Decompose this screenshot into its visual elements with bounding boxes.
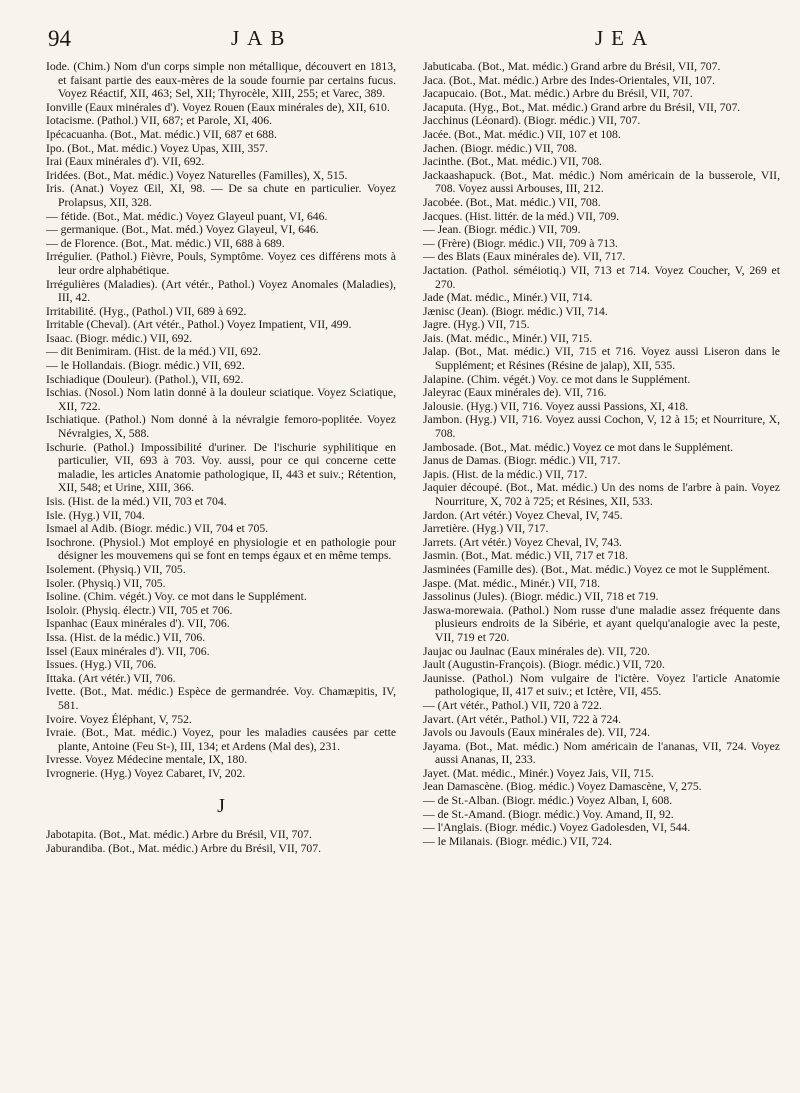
index-entry: Irrégulier. (Pathol.) Fièvre, Pouls, Symptôme. Voyez ces différens mots à leur ordre alphabétique. — [46, 250, 396, 277]
index-entry: Jarrets. (Art vétér.) Voyez Cheval, IV, 743. — [423, 535, 622, 549]
index-entry: Ivresse. Voyez Médecine mentale, IX, 180. — [46, 753, 248, 767]
index-entry: Jarretière. (Hyg.) VII, 717. — [423, 522, 549, 536]
index-entry: Ivoire. Voyez Éléphant, V, 752. — [46, 712, 192, 726]
index-entry: Janus de Damas. (Biogr. médic.) VII, 717. — [423, 454, 621, 468]
index-entry: Isle. (Hyg.) VII, 704. — [46, 508, 145, 522]
index-entry: Jacchinus (Léonard). (Biogr. médic.) VII, 707. — [423, 114, 641, 128]
index-entry: Jaquier découpé. (Bot., Mat. médic.) Un des noms de l'arbre à pain. Voyez Nourriture, X, 702 à 725; et Résines, XII, 533. — [423, 481, 780, 508]
index-entry: Jaca. (Bot., Mat. médic.) Arbre des Indes-Orientales, VII, 107. — [423, 73, 715, 87]
index-entry: Jachen. (Biogr. médic.) VII, 708. — [423, 141, 577, 155]
index-entry: Jacée. (Bot., Mat. médic.) VII, 107 et 108. — [423, 127, 621, 141]
index-entry: Isaac. (Biogr. médic.) VII, 692. — [46, 331, 193, 345]
page-number: 94 — [48, 26, 71, 51]
index-entry: Iris. (Anat.) Voyez Œil, XI, 98. — De sa chute en particulier. Voyez Prolapsus, XII, 328. — [46, 182, 396, 209]
index-entry: Ismael al Adib. (Biogr. médic.) VII, 704 et 705. — [46, 522, 269, 536]
index-entry: Jænisc (Jean). (Biogr. médic.) VII, 714. — [423, 304, 608, 318]
index-entry: Jassolinus (Jules). (Biogr. médic.) VII, 718 et 719. — [423, 590, 659, 604]
index-entry: Jaburandiba. (Bot., Mat. médic.) Arbre du Brésil, VII, 707. — [46, 842, 322, 856]
index-entry: — de St.-Alban. (Biogr. médic.) Voyez Alban, I, 608. — [423, 794, 673, 808]
index-entry: Isoler. (Physiq.) VII, 705. — [46, 576, 166, 590]
left-j-entries — [46, 828, 396, 855]
index-entry: Jardon. (Art vétér.) Voyez Cheval, IV, 745. — [423, 508, 623, 522]
index-entry: Irrégulières (Maladies). (Art vétér., Pathol.) Voyez Anomales (Maladies), III, 42. — [46, 277, 396, 305]
right-entries — [423, 60, 780, 848]
index-entry: Ittaka. (Art vétér.) VII, 706. — [46, 671, 176, 685]
index-entry: Ivraie. (Bot., Mat. médic.) Voyez, pour les maladies causées par cette plante, Antoine (Feu St-), III, 134; et Ardens (Mal des), 231. — [46, 726, 396, 753]
index-entry: Jabuticaba. (Bot., Mat. médic.) Grand arbre du Brésil, VII, 707. — [423, 60, 721, 73]
index-entry: Ivrognerie. (Hyg.) Voyez Cabaret, IV, 202. — [46, 766, 246, 780]
index-entry: Javols ou Javouls (Eaux minérales de). VII, 724. — [423, 726, 650, 740]
index-entry: Jais. (Mat. médic., Minér.) VII, 715. — [423, 331, 593, 345]
index-entry: Jambon. (Hyg.) VII, 716. Voyez aussi Cochon, V, 12 à 15; et Nourriture, X, 708. — [423, 413, 780, 441]
index-entry: Jayama. (Bot., Mat. médic.) Nom américain de l'ananas, VII, 724. Voyez aussi Ananas, II, 233. — [423, 739, 780, 767]
index-entry: Ipécacuanha. (Bot., Mat. médic.) VII, 687 et 688. — [46, 127, 277, 141]
index-entry: — (Frère) (Biogr. médic.) VII, 709 à 713. — [423, 236, 618, 250]
index-entry: Isochrone. (Physiol.) Mot employé en physiologie et en pathologie pour désigner les mouvemens qui se font en temps égaux et en même temps. — [46, 535, 396, 563]
index-entry: — de St.-Amand. (Biogr. médic.) Voy. Amand, II, 92. — [423, 807, 674, 821]
index-entry: Isolement. (Physiq.) VII, 705. — [46, 562, 186, 576]
index-entry: Jacques. (Hist. littér. de la méd.) VII, 709. — [423, 209, 620, 223]
index-entry: Jaswa-morewaia. (Pathol.) Nom russe d'une maladie assez fréquente dans plusieurs endroits de la Sibérie, et ayant quelqu'analogie avec la peste, VII, 719 et 720. — [423, 603, 780, 644]
index-entry: — fétide. (Bot., Mat. médic.) Voyez Glayeul puant, VI, 646. — [46, 209, 328, 223]
page-header — [44, 26, 770, 58]
index-entry: Jacapucaio. (Bot., Mat. médic.) Arbre du Brésil, VII, 707. — [423, 87, 693, 101]
index-entry: Jean Damascène. (Biog. médic.) Voyez Damascène, V, 275. — [423, 780, 702, 794]
index-entry: Irai (Eaux minérales d'). VII, 692. — [46, 155, 205, 169]
index-entry: Irritabilité. (Hyg., (Pathol.) VII, 689 à 692. — [46, 304, 247, 318]
index-entry: — l'Anglais. (Biogr. médic.) Voyez Gadolesden, VI, 544. — [423, 821, 691, 835]
index-entry: Ionville (Eaux minérales d'). Voyez Rouen (Eaux minérales de), XII, 610. — [46, 100, 390, 114]
index-entry: Iode. (Chim.) Nom d'un corps simple non métallique, découvert en 1813, et faisant partie des eaux-mères de la soude fournie par certains fucus. Voyez Réactif, XII, 463; Sel, XII; Thyrocèle, XIII, 255; et Varec, 389. — [46, 60, 396, 101]
index-entry: Ischiatique. (Pathol.) Nom donné à la névralgie femoro-poplitée. Voyez Névralgies, X, 588. — [46, 413, 396, 441]
right-running-head: JEA — [595, 26, 656, 50]
index-entry: Ischias. (Nosol.) Nom latin donné à la douleur sciatique. Voyez Sciatique, XII, 722. — [46, 386, 396, 413]
index-entry: Jayet. (Mat. médic., Minér.) Voyez Jais, VII, 715. — [423, 766, 654, 780]
index-entry: Jacinthe. (Bot., Mat. médic.) VII, 708. — [423, 155, 602, 169]
index-entry: Jalap. (Bot., Mat. médic.) VII, 715 et 716. Voyez aussi Liseron dans le Supplément; et Résines (Résine de jalap), XII, 535. — [423, 345, 780, 373]
index-entry: Isoloir. (Physiq. électr.) VII, 705 et 706. — [46, 603, 233, 617]
index-entry: Iotacisme. (Pathol.) VII, 687; et Parole, XI, 406. — [46, 114, 273, 128]
left-running-head: JAB — [231, 26, 293, 50]
index-entry: — dit Benimiram. (Hist. de la méd.) VII, 692. — [46, 345, 261, 359]
index-entry: Irritable (Cheval). (Art vétér., Pathol.) Voyez Impatient, VII, 499. — [46, 318, 352, 332]
index-entry: Jactation. (Pathol. séméiotiq.) VII, 713 et 714. Voyez Coucher, V, 269 et 270. — [423, 263, 780, 291]
index-entry: Jaujac ou Jaulnac (Eaux minérales de). VII, 720. — [423, 644, 650, 658]
index-entry: Ispanhac (Eaux minérales d'). VII, 706. — [46, 617, 230, 631]
index-entry: Jalousie. (Hyg.) VII, 716. Voyez aussi Passions, XI, 418. — [423, 399, 689, 413]
index-entry: Jacaputa. (Hyg., Bot., Mat. médic.) Grand arbre du Brésil, VII, 707. — [423, 100, 741, 114]
index-entry: Javart. (Art vétér., Pathol.) VII, 722 à 724. — [423, 712, 622, 726]
index-entry: Issa. (Hist. de la médic.) VII, 706. — [46, 630, 206, 644]
index-entry: — Jean. (Biogr. médic.) VII, 709. — [423, 223, 581, 237]
index-entry: Ischiadique (Douleur). (Pathol.), VII, 692. — [46, 372, 244, 386]
index-entry: — germanique. (Bot., Mat. méd.) Voyez Glayeul, VI, 646. — [46, 223, 319, 237]
index-entry: Jault (Augustin-François). (Biogr. médic.) VII, 720. — [423, 658, 665, 672]
left-column — [46, 60, 396, 856]
index-entry: Ivette. (Bot., Mat. médic.) Espèce de germandrée. Voy. Chamæpitis, IV, 581. — [46, 685, 396, 712]
right-column — [423, 60, 780, 848]
index-entry: Jasmin. (Bot., Mat. médic.) VII, 717 et 718. — [423, 549, 628, 563]
index-entry: Ischurie. (Pathol.) Impossibilité d'uriner. De l'ischurie syphilitique en particulier, VII, 693 à 703. Voy. aussi, pour ce qui concerne cette maladie, les articles Anatomie pathologique, II, 443 et suiv.; Rétention, XII, 548; et Urine, XIII, 366. — [46, 440, 396, 495]
left-entries — [46, 60, 396, 780]
index-entry: Jacobée. (Bot., Mat. médic.) VII, 708. — [423, 195, 601, 209]
index-entry: Jabotapita. (Bot., Mat. médic.) Arbre du Brésil, VII, 707. — [46, 828, 312, 842]
index-entry: Jackaashapuck. (Bot., Mat. médic.) Nom américain de la busserole, VII, 708. Voyez aussi Arbouses, III, 212. — [423, 168, 780, 196]
index-entry: Ipo. (Bot., Mat. médic.) Voyez Upas, XIII, 357. — [46, 141, 268, 155]
index-entry: Jaspe. (Mat. médic., Minér.) VII, 718. — [423, 576, 601, 590]
index-entry: Jagre. (Hyg.) VII, 715. — [423, 318, 530, 332]
index-entry: Iridées. (Bot., Mat. médic.) Voyez Naturelles (Familles), X, 515. — [46, 168, 348, 182]
index-entry: — (Art vétér., Pathol.) VII, 720 à 722. — [423, 698, 602, 712]
section-letter: J — [217, 795, 225, 818]
index-entry: Jambosade. (Bot., Mat. médic.) Voyez ce mot dans le Supplément. — [423, 440, 734, 454]
index-entry: Jaunisse. (Pathol.) Nom vulgaire de l'ictère. Voyez l'article Anatomie pathologique, II, 417 et suiv.; et Ictère, VII, 455. — [423, 671, 780, 699]
index-entry: Jalapine. (Chim. végét.) Voy. ce mot dans le Supplément. — [423, 372, 691, 386]
index-entry: Japis. (Hist. de la médic.) VII, 717. — [423, 467, 588, 481]
index-entry: Issues. (Hyg.) VII, 706. — [46, 658, 157, 672]
index-entry: Issel (Eaux minérales d'). VII, 706. — [46, 644, 210, 658]
index-entry: Jaleyrac (Eaux minérales de). VII, 716. — [423, 386, 607, 400]
index-entry: — le Milanais. (Biogr. médic.) VII, 724. — [423, 834, 613, 848]
index-entry: Jade (Mat. médic., Minér.) VII, 714. — [423, 291, 593, 305]
index-entry: — des Blats (Eaux minérales de). VII, 717. — [423, 250, 626, 264]
index-entry: Isoline. (Chim. végét.) Voy. ce mot dans le Supplément. — [46, 590, 307, 604]
index-entry: Isis. (Hist. de la méd.) VII, 703 et 704. — [46, 495, 227, 508]
index-entry: — le Hollandais. (Biogr. médic.) VII, 692. — [46, 359, 245, 373]
index-entry: — de Florence. (Bot., Mat. médic.) VII, 688 à 689. — [46, 236, 285, 250]
index-entry: Jasminées (Famille des). (Bot., Mat. médic.) Voyez ce mot le Supplément. — [423, 562, 770, 576]
